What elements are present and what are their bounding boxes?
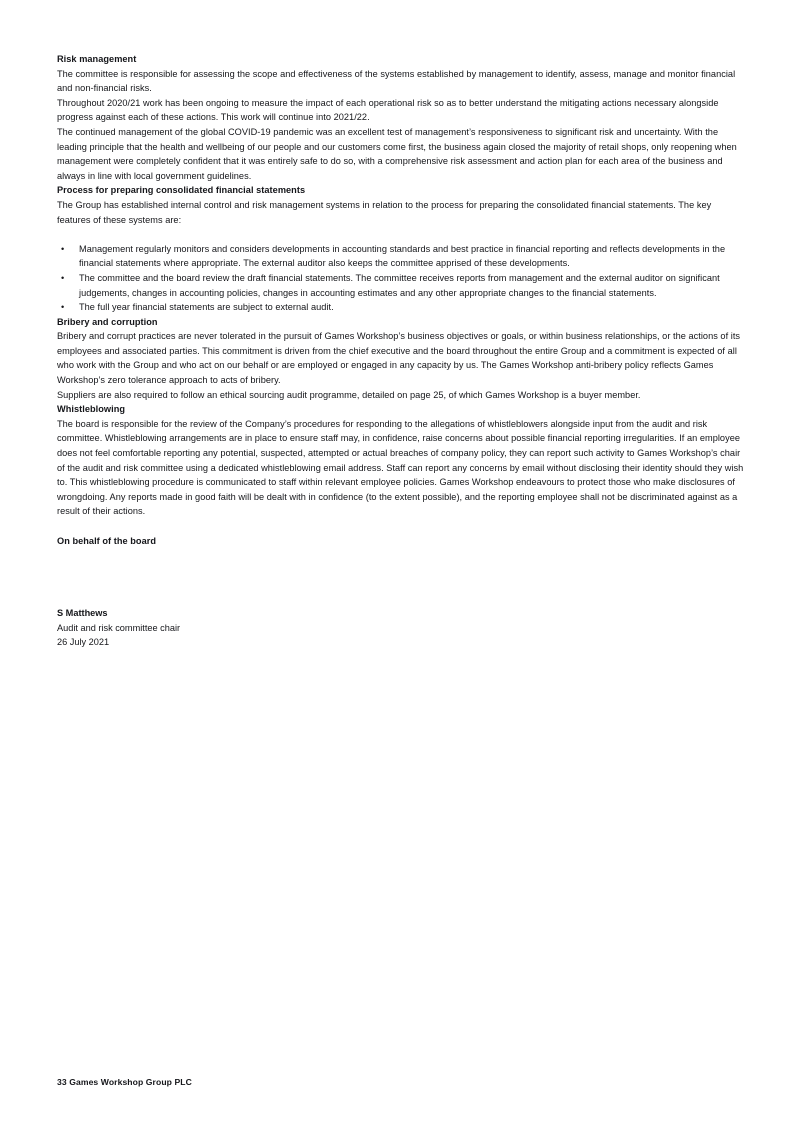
page-footer: 33 Games Workshop Group PLC <box>57 1077 192 1087</box>
signoff-heading: On behalf of the board <box>57 535 157 546</box>
paragraph-bribery-1: Bribery and corrupt practices are never tolerated in the pursuit of Games Workshop’s business objectives or goals, or within business relationships, or the actions of its employees and associated parties. This commitment is driven from the chief executive and the board throughout the entire Group and a commitment is expected of all who work with the Group and who act on our behalf or are employed or engaged in any capacity by us. The Games Workshop anti-bribery policy reflects Games Workshop’s zero tolerance approach to acts of bribery. <box>57 331 741 386</box>
list-item <box>57 242 746 271</box>
list-item <box>57 271 746 300</box>
document-body <box>57 52 746 650</box>
list-item <box>57 300 746 315</box>
signoff-block <box>57 534 746 650</box>
paragraph-process-1: The Group has established internal control and risk management systems in relation to the process for preparing the consolidated financial statements. The key features of these systems are: <box>57 199 712 225</box>
signoff-role: Audit and risk committee chair <box>57 622 181 633</box>
signature-space <box>57 548 746 606</box>
signoff-date: 26 July 2021 <box>57 637 110 648</box>
paragraph-risk-management-3: The continued management of the global COVID-19 pandemic was an excellent test of management’s responsiveness to significant risk and uncertainty. With the leading principle that the health and wellbeing of our people and our customers come first, the business again closed the majority of retail shops, only reopening when management were completely confident that it was entirely safe to do so, with a comprehensive risk assessment and action plan for each area of the business and always in line with local government guidelines. <box>57 126 737 181</box>
section-heading-process-financial-statements: Process for preparing consolidated financial statements <box>57 185 306 196</box>
paragraph-risk-management-1: The committee is responsible for assessing the scope and effectiveness of the systems established by management to identify, assess, manage and monitor financial and non-financial risks. <box>57 68 736 94</box>
bullet-list-process <box>57 242 746 315</box>
list-item-text: Management regularly monitors and considers developments in accounting standards and best practice in financial reporting and reflects developments in the financial statements where appropriate. The external auditor also keeps the committee apprised of these developments. <box>79 243 726 269</box>
paragraph-whistleblowing-1: The board is responsible for the review of the Company’s procedures for responding to the allegations of whistleblowers alongside input from the audit and risk committee. Whistleblowing arrangements are in place to ensure staff may, in confidence, raise concerns about possible financial reporting irregularities. If an employee does not feel comfortable reporting any potential, suspected, attempted or actual breaches of company policy, they can report such activity to Games Workshop’s chair of the audit and risk committee using a dedicated whistleblowing email address. Staff can report any concerns by email without disclosing their identity should they wish to. This whistleblowing procedure is communicated to staff within relevant employee policies. Games Workshop endeavours to protect those who make disclosures of wrongdoing. Any reports made in good faith will be dealt with in confidence (to the extent possible), and the reporting employee shall not be discriminated against as a result of their actions. <box>57 418 744 517</box>
bullet-icon: • <box>61 243 65 254</box>
section-heading-risk-management: Risk management <box>57 54 137 64</box>
bullet-icon: • <box>61 302 65 313</box>
paragraph-risk-management-2: Throughout 2020/21 work has been ongoing to measure the impact of each operational risk so as to better understand the mitigating actions necessary alongside progress against each of these actions. This work will continue into 2021/22. <box>57 97 719 123</box>
list-item-text: The full year financial statements are subject to external audit. <box>79 302 334 313</box>
list-item-text: The committee and the board review the draft financial statements. The committee receives reports from management and the external auditor on significant judgements, changes in accounting policies, changes in accounting estimates and any other appropriate changes to the financial statements. <box>79 272 720 298</box>
signoff-name: S Matthews <box>57 608 108 619</box>
section-heading-bribery-corruption: Bribery and corruption <box>57 316 158 327</box>
paragraph-bribery-2: Suppliers are also required to follow an ethical sourcing audit programme, detailed on page 25, of which Games Workshop is a buyer member. <box>57 389 641 400</box>
bullet-icon: • <box>61 272 65 283</box>
section-heading-whistleblowing: Whistleblowing <box>57 404 126 415</box>
